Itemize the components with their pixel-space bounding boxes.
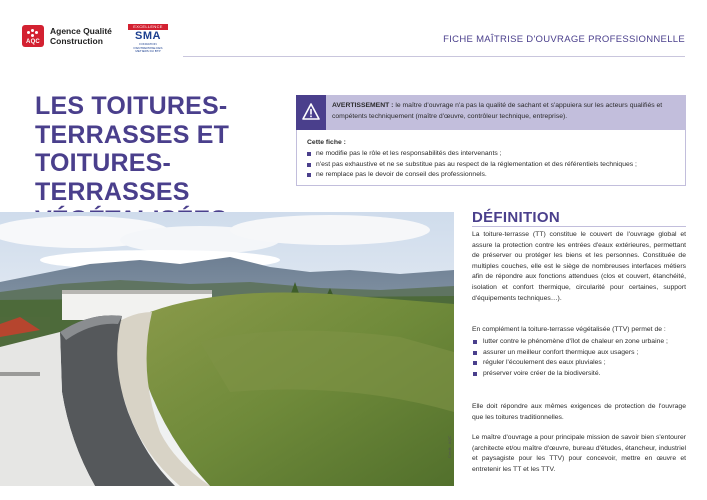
photo-credit: Crédit : AQC <box>447 435 452 458</box>
owner-mission-paragraph: Le maître d'ouvrage a pour principale mission de savoir bien s'entourer (architecte et/ou maître d'œuvre, bureau d'études, étancheur, industriel et paysagiste pour les TTV) pour concevoir, mettre en œuvre et entretenir les TT et les TTV. <box>472 434 686 473</box>
list-item: n'est pas exhaustive et ne se substitue pas au respect de la réglementation et des référentiels techniques ; <box>307 160 637 171</box>
header-divider <box>183 56 685 57</box>
page-header <box>0 0 707 64</box>
fiche-disclaimer-title: Cette fiche : <box>307 139 346 146</box>
list-item: préserver voire créer de la biodiversité. <box>472 369 686 380</box>
list-item: réguler l'écoulement des eaux pluviales ; <box>472 358 686 369</box>
ttv-benefits-list <box>472 337 686 379</box>
definition-divider <box>472 226 686 227</box>
page-title: LES TOITURES- TERRASSES ET TOITURES-TERRASSES <box>35 92 230 206</box>
fiche-disclaimer-list <box>307 149 637 181</box>
fiche-title: FICHE MAÎTRISE D'OUVRAGE PROFESSIONNELLE <box>443 34 685 45</box>
sma-logo: EXCELLENCE SMA FONDATION D'ENTREPRISE DES METIERS DU BTP <box>128 24 168 50</box>
warning-box <box>296 95 686 130</box>
list-item: assurer un meilleur confort thermique aux usagers ; <box>472 348 686 359</box>
green-roof-photo <box>0 212 454 486</box>
list-item: ne modifie pas le rôle et les responsabilités des intervenants ; <box>307 149 637 160</box>
fiche-disclaimer <box>296 130 686 186</box>
warning-text: AVERTISSEMENT : le maître d'ouvrage n'a pas la qualité de sachant et s'appuiera sur les acteurs qualifiés et compétents techniquement (maître d'œuvre, contrôleur technique, entreprise). <box>332 102 663 120</box>
aqc-logo: AQC <box>22 25 44 47</box>
requirements-paragraph: Elle doit répondre aux mêmes exigences de protection de l'ouvrage que les toitures traditionnelles. <box>472 403 686 421</box>
aqc-name: Agence Qualité Construction <box>50 26 112 46</box>
definition-heading: DÉFINITION <box>472 209 560 226</box>
definition-paragraph: La toiture-terrasse (TT) constitue le couvert de l'ouvrage global et assure la protection contre les entrées d'eaux extérieures, permettant de préserver ou protéger les biens et les personnes. Constituée de multiples couches, elle est le siège de nombreuses interfaces métiers afin de répondre aux fonctions attendues (clos et couvert, étanchéité, isolation et confort thermique, circularité pour certaines, support d'équipements techniques…). <box>472 231 686 302</box>
ttv-intro: En complément la toiture-terrasse végétalisée (TTV) permet de : <box>472 326 666 333</box>
list-item: ne remplace pas le devoir de conseil des professionnels. <box>307 170 637 181</box>
list-item: lutter contre le phénomène d'îlot de chaleur en zone urbaine ; <box>472 337 686 348</box>
warning-icon <box>296 95 326 130</box>
